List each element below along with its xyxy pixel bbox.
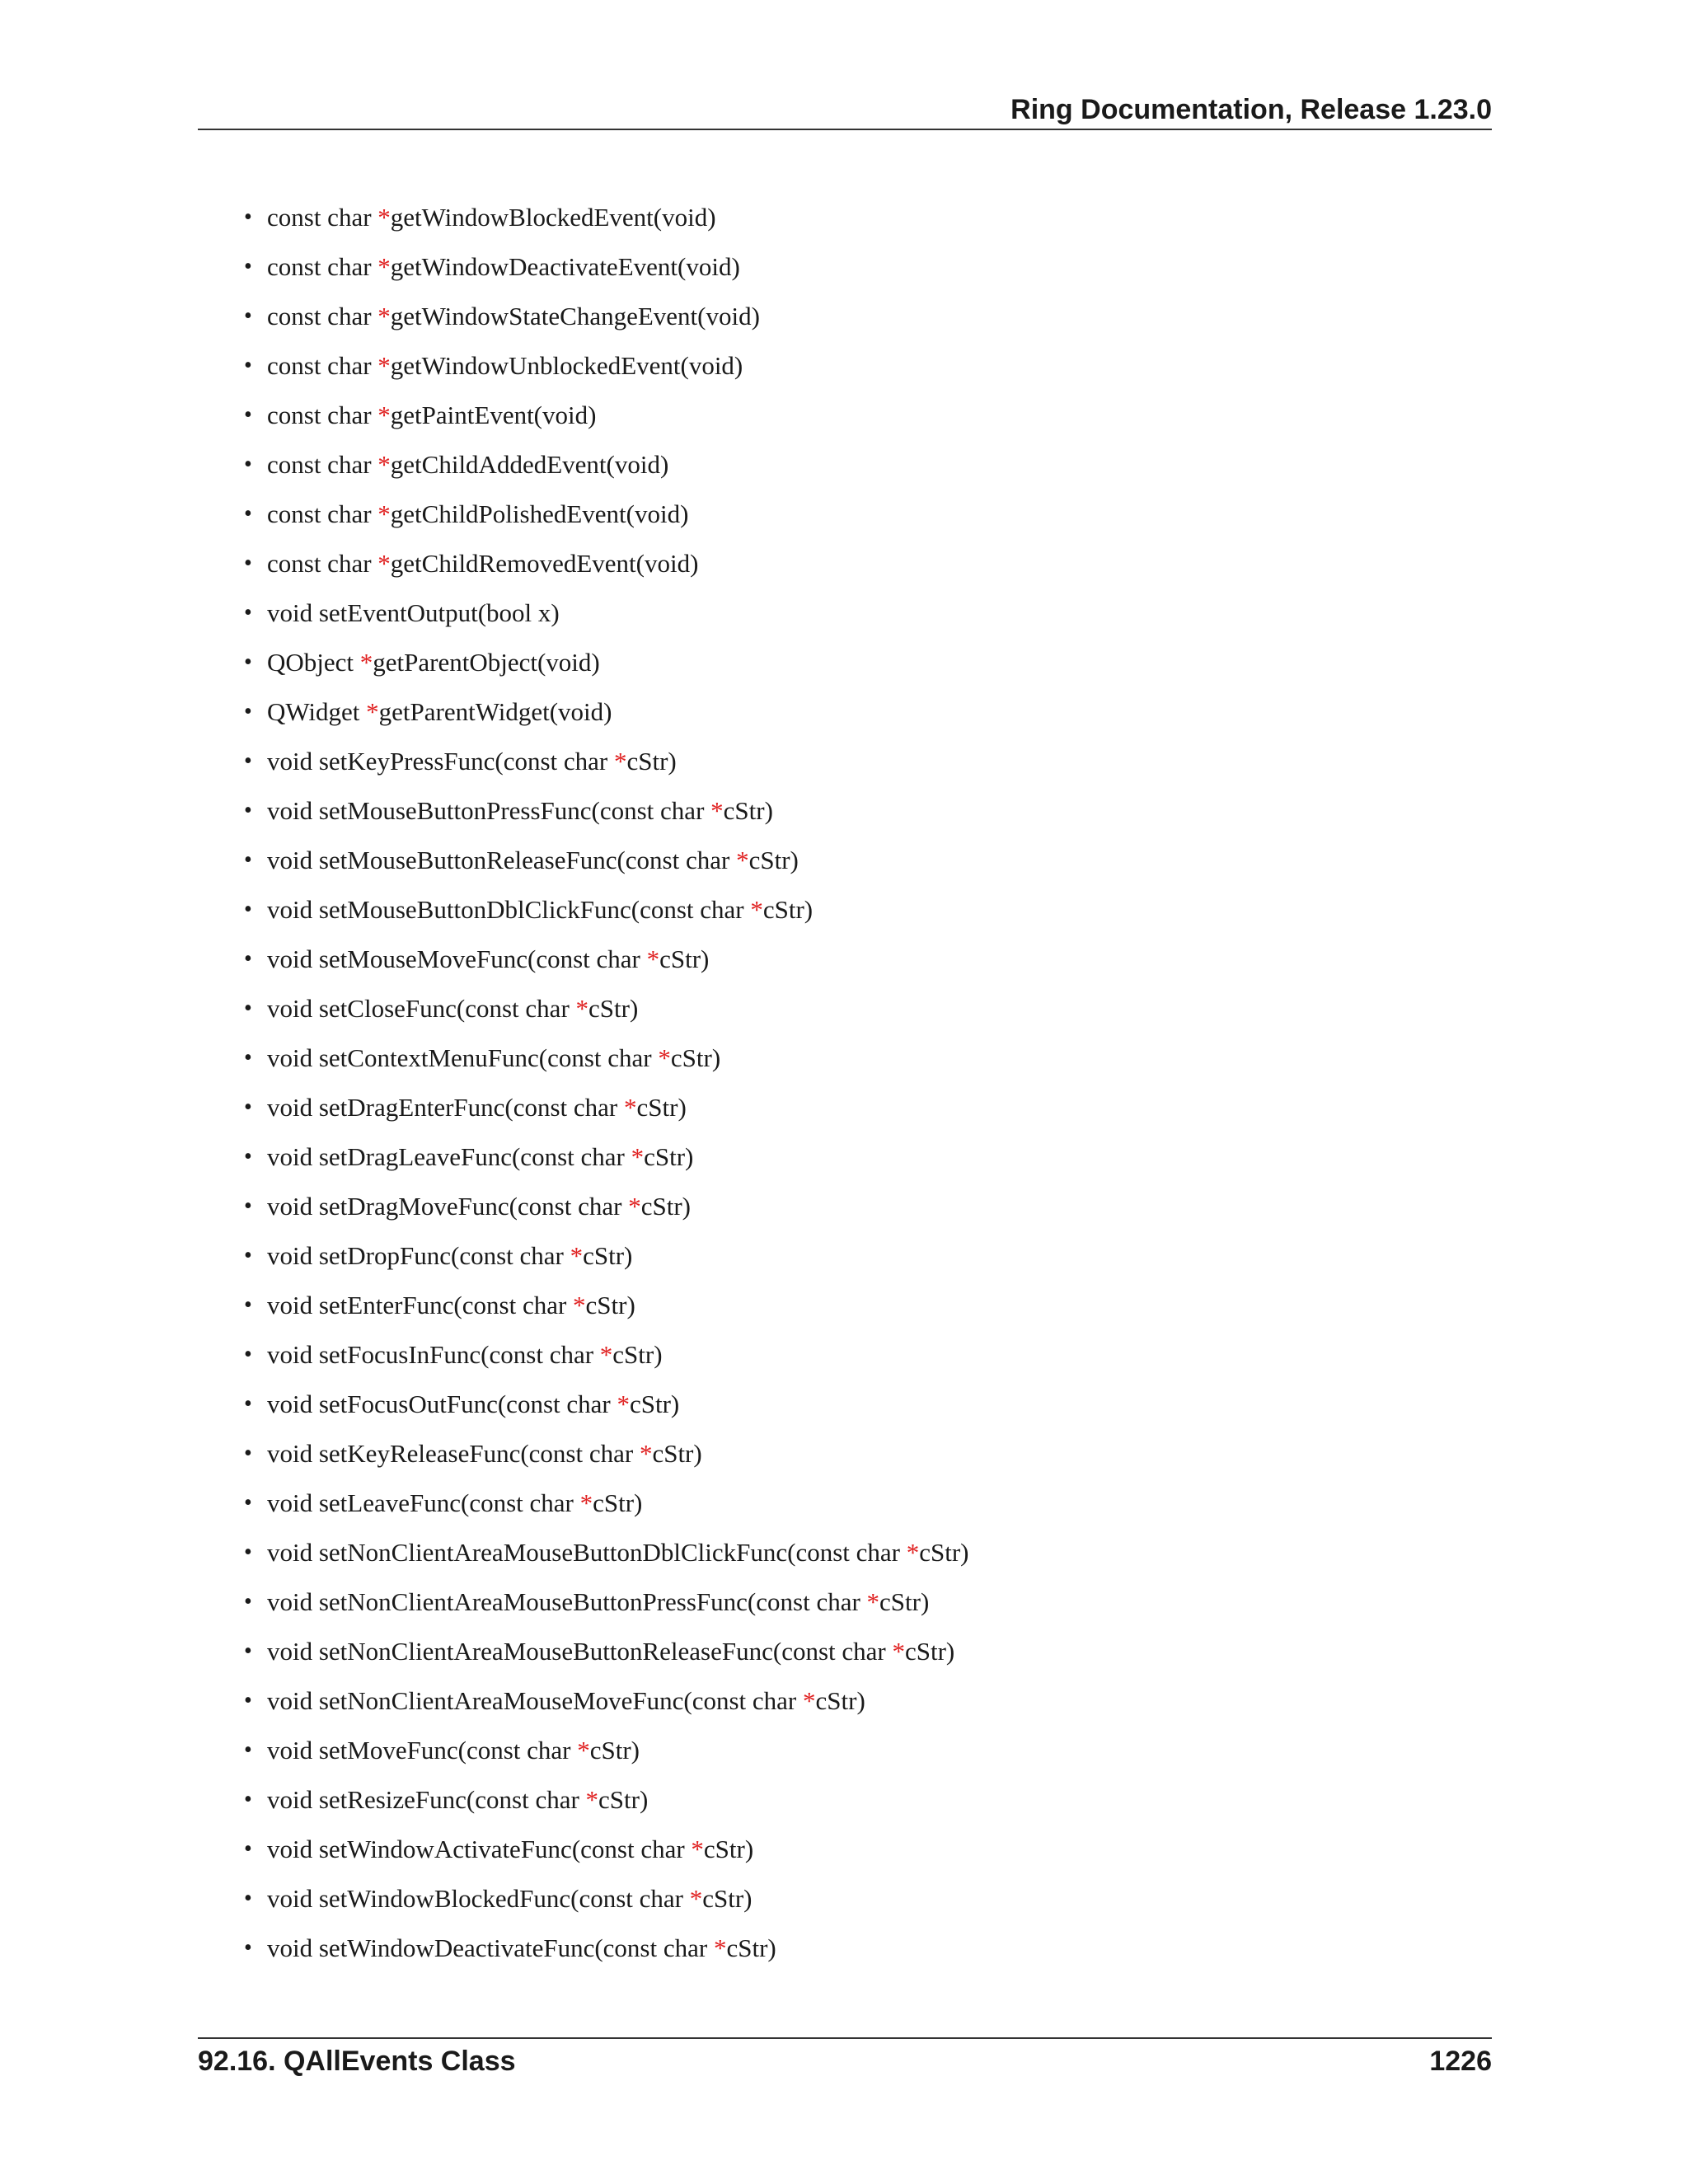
pointer-star: * — [377, 351, 391, 380]
signature-suffix: cStr) — [748, 846, 799, 874]
list-item — [198, 1188, 1492, 1238]
list-item — [198, 1633, 1492, 1683]
bullet-icon: • — [244, 897, 252, 922]
signature-suffix: cStr) — [588, 994, 639, 1023]
pointer-star: * — [713, 1933, 727, 1962]
page-footer — [198, 2037, 1492, 2088]
list-item — [198, 743, 1492, 793]
signature-suffix: getParentWidget(void) — [378, 697, 612, 726]
signature-suffix: cStr) — [703, 1835, 754, 1863]
bullet-icon: • — [244, 1836, 252, 1862]
bullet-icon: • — [244, 1193, 252, 1219]
signature-suffix: cStr) — [583, 1241, 633, 1270]
bullet-icon: • — [244, 1441, 252, 1466]
signature-prefix: void setKeyReleaseFunc(const char — [267, 1439, 640, 1468]
signature-prefix: void setDropFunc(const char — [267, 1241, 570, 1270]
signature-suffix: getWindowBlockedEvent(void) — [390, 203, 716, 232]
signature-suffix: cStr) — [670, 1043, 721, 1072]
pointer-star: * — [377, 549, 391, 578]
signature-prefix: void setMouseMoveFunc(const char — [267, 944, 647, 973]
pointer-star: * — [377, 203, 391, 232]
signature-suffix: cStr) — [593, 1488, 643, 1517]
bullet-icon: • — [244, 847, 252, 873]
list-item — [198, 694, 1492, 743]
signature-suffix: getChildAddedEvent(void) — [390, 450, 669, 479]
pointer-star: * — [599, 1340, 613, 1369]
pointer-star: * — [866, 1587, 880, 1616]
signature-prefix: void setMouseButtonPressFunc(const char — [267, 796, 711, 825]
signature-suffix: cStr) — [589, 1736, 640, 1765]
signature-suffix: cStr) — [644, 1142, 694, 1171]
signature-prefix: void setWindowActivateFunc(const char — [267, 1835, 692, 1863]
bullet-icon: • — [244, 1391, 252, 1417]
list-item — [198, 1436, 1492, 1485]
pointer-star: * — [624, 1093, 637, 1122]
signature-prefix: void setWindowBlockedFunc(const char — [267, 1884, 690, 1913]
pointer-star: * — [691, 1835, 704, 1863]
bullet-icon: • — [244, 996, 252, 1021]
list-item — [198, 348, 1492, 397]
signature-suffix: getWindowUnblockedEvent(void) — [390, 351, 743, 380]
signature-prefix: void setMouseButtonDblClickFunc(const char — [267, 895, 751, 924]
signature-prefix: QObject — [267, 648, 360, 677]
pointer-star: * — [639, 1439, 653, 1468]
list-item — [198, 991, 1492, 1040]
pointer-star: * — [689, 1884, 703, 1913]
signature-suffix: getParentObject(void) — [373, 648, 600, 677]
list-item — [198, 249, 1492, 298]
signature-prefix: void setDragMoveFunc(const char — [267, 1192, 629, 1221]
signature-suffix: getChildPolishedEvent(void) — [390, 499, 689, 528]
pointer-star: * — [906, 1538, 920, 1567]
pointer-star: * — [803, 1686, 816, 1715]
pointer-star: * — [710, 796, 724, 825]
list-item — [198, 1337, 1492, 1386]
document-title: Ring Documentation, Release 1.23.0 — [1010, 94, 1492, 125]
list-item — [198, 496, 1492, 546]
bullet-icon: • — [244, 1144, 252, 1169]
signature-prefix: void setLeaveFunc(const char — [267, 1488, 580, 1517]
signature-prefix: void setEnterFunc(const char — [267, 1291, 574, 1319]
list-item — [198, 1930, 1492, 1980]
list-item — [198, 892, 1492, 941]
signature-suffix: getWindowDeactivateEvent(void) — [390, 252, 740, 281]
list-item — [198, 1238, 1492, 1287]
list-item — [198, 793, 1492, 842]
pointer-star: * — [646, 944, 660, 973]
signature-suffix: getPaintEvent(void) — [390, 401, 597, 429]
bullet-icon: • — [244, 254, 252, 279]
signature-prefix: const char — [267, 302, 378, 330]
bullet-icon: • — [244, 501, 252, 527]
list-item — [198, 842, 1492, 892]
list-item — [198, 1881, 1492, 1930]
signature-suffix: cStr) — [723, 796, 773, 825]
list-item — [198, 1831, 1492, 1881]
list-item — [198, 1782, 1492, 1831]
signature-suffix: cStr) — [919, 1538, 969, 1567]
list-item — [198, 1584, 1492, 1633]
bullet-icon: • — [244, 353, 252, 378]
bullet-icon: • — [244, 204, 252, 230]
bullet-icon: • — [244, 303, 252, 329]
pointer-star: * — [573, 1291, 586, 1319]
signature-suffix: cStr) — [904, 1637, 955, 1666]
bullet-icon: • — [244, 1688, 252, 1713]
bullet-icon: • — [244, 649, 252, 675]
signature-prefix: void setNonClientAreaMouseMoveFunc(const char — [267, 1686, 804, 1715]
bullet-icon: • — [244, 1342, 252, 1367]
pointer-star: * — [658, 1043, 671, 1072]
section-title: 92.16. QAllEvents Class — [198, 2046, 516, 2077]
api-function-list — [198, 199, 1492, 1980]
signature-prefix: void setEventOutput(bool x) — [267, 598, 560, 627]
bullet-icon: • — [244, 1094, 252, 1120]
bullet-icon: • — [244, 551, 252, 576]
list-item — [198, 644, 1492, 694]
pointer-star: * — [628, 1192, 641, 1221]
signature-prefix: const char — [267, 351, 378, 380]
pointer-star: * — [750, 895, 763, 924]
pointer-star: * — [377, 302, 391, 330]
list-item — [198, 397, 1492, 447]
signature-suffix: cStr) — [762, 895, 814, 924]
list-item — [198, 1090, 1492, 1139]
signature-suffix: cStr) — [726, 1933, 776, 1962]
signature-prefix: const char — [267, 499, 378, 528]
signature-suffix: cStr) — [585, 1291, 635, 1319]
list-item — [198, 1139, 1492, 1188]
bullet-icon: • — [244, 452, 252, 477]
signature-prefix: void setFocusOutFunc(const char — [267, 1390, 617, 1418]
signature-prefix: void setFocusInFunc(const char — [267, 1340, 600, 1369]
bullet-icon: • — [244, 748, 252, 774]
signature-suffix: cStr) — [652, 1439, 702, 1468]
signature-suffix: cStr) — [598, 1785, 649, 1814]
signature-prefix: void setResizeFunc(const char — [267, 1785, 586, 1814]
signature-suffix: cStr) — [659, 944, 710, 973]
signature-prefix: const char — [267, 549, 378, 578]
signature-prefix: void setDragLeaveFunc(const char — [267, 1142, 631, 1171]
signature-suffix: getWindowStateChangeEvent(void) — [390, 302, 760, 330]
signature-suffix: cStr) — [815, 1686, 865, 1715]
pointer-star: * — [585, 1785, 599, 1814]
signature-prefix: const char — [267, 252, 378, 281]
signature-suffix: getChildRemovedEvent(void) — [390, 549, 699, 578]
signature-prefix: void setDragEnterFunc(const char — [267, 1093, 625, 1122]
list-item — [198, 1732, 1492, 1782]
pointer-star: * — [892, 1637, 905, 1666]
list-item — [198, 941, 1492, 991]
list-item — [198, 298, 1492, 348]
signature-prefix: void setNonClientAreaMouseButtonReleaseFunc(const char — [267, 1637, 893, 1666]
pointer-star: * — [579, 1488, 593, 1517]
signature-suffix: cStr) — [702, 1884, 753, 1913]
signature-suffix: cStr) — [612, 1340, 663, 1369]
bullet-icon: • — [244, 1886, 252, 1911]
signature-prefix: void setNonClientAreaMouseButtonPressFunc(const char — [267, 1587, 867, 1616]
pointer-star: * — [366, 697, 379, 726]
list-item — [198, 447, 1492, 496]
signature-prefix: const char — [267, 401, 378, 429]
list-item — [198, 1535, 1492, 1584]
pointer-star: * — [736, 846, 749, 874]
signature-prefix: void setKeyPressFunc(const char — [267, 747, 614, 776]
list-item — [198, 595, 1492, 644]
bullet-icon: • — [244, 699, 252, 724]
list-item — [198, 1485, 1492, 1535]
bullet-icon: • — [244, 1490, 252, 1516]
bullet-icon: • — [244, 1787, 252, 1812]
signature-suffix: cStr) — [879, 1587, 930, 1616]
signature-suffix: cStr) — [626, 747, 677, 776]
bullet-icon: • — [244, 1045, 252, 1071]
signature-prefix: const char — [267, 203, 378, 232]
signature-prefix: void setContextMenuFunc(const char — [267, 1043, 659, 1072]
bullet-icon: • — [244, 1243, 252, 1268]
list-item — [198, 546, 1492, 595]
page-header — [198, 89, 1492, 130]
signature-prefix: void setNonClientAreaMouseButtonDblClickFunc(const char — [267, 1538, 907, 1567]
signature-prefix: void setMoveFunc(const char — [267, 1736, 578, 1765]
bullet-icon: • — [244, 1292, 252, 1318]
signature-suffix: cStr) — [636, 1093, 687, 1122]
pointer-star: * — [575, 994, 589, 1023]
bullet-icon: • — [244, 402, 252, 428]
signature-prefix: void setCloseFunc(const char — [267, 994, 576, 1023]
bullet-icon: • — [244, 1540, 252, 1565]
bullet-icon: • — [244, 1737, 252, 1763]
bullet-icon: • — [244, 600, 252, 626]
signature-suffix: cStr) — [640, 1192, 691, 1221]
main-content — [198, 199, 1492, 1980]
bullet-icon: • — [244, 1935, 252, 1961]
pointer-star: * — [614, 747, 627, 776]
signature-prefix: void setMouseButtonReleaseFunc(const char — [267, 846, 737, 874]
pointer-star: * — [377, 499, 391, 528]
page-number: 1226 — [1429, 2046, 1492, 2077]
pointer-star: * — [377, 450, 391, 479]
list-item — [198, 199, 1492, 249]
pointer-star: * — [631, 1142, 645, 1171]
list-item — [198, 1683, 1492, 1732]
pointer-star: * — [617, 1390, 630, 1418]
signature-prefix: void setWindowDeactivateFunc(const char — [267, 1933, 714, 1962]
bullet-icon: • — [244, 798, 252, 823]
pointer-star: * — [359, 648, 373, 677]
list-item — [198, 1287, 1492, 1337]
pointer-star: * — [570, 1241, 584, 1270]
bullet-icon: • — [244, 1589, 252, 1615]
signature-suffix: cStr) — [629, 1390, 680, 1418]
pointer-star: * — [377, 252, 391, 281]
pointer-star: * — [377, 401, 391, 429]
list-item — [198, 1386, 1492, 1436]
signature-prefix: QWidget — [267, 697, 367, 726]
signature-prefix: const char — [267, 450, 378, 479]
list-item — [198, 1040, 1492, 1090]
bullet-icon: • — [244, 946, 252, 972]
pointer-star: * — [577, 1736, 590, 1765]
bullet-icon: • — [244, 1638, 252, 1664]
